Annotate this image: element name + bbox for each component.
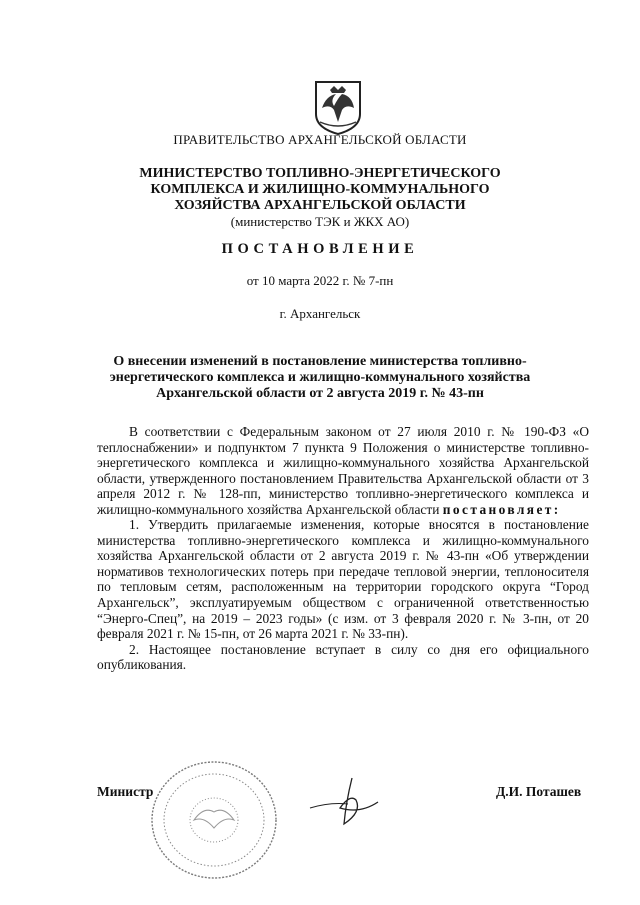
decree-colon: :: [553, 501, 561, 517]
ministry-name: [0, 166, 640, 214]
document-city: г. Архангельск: [279, 306, 361, 321]
decree-word: постановляет: [442, 501, 554, 517]
document-date-number: от 10 марта 2022 г. № 7-пн: [246, 273, 394, 288]
item-1-paragraph: 1. Утвердить прилагаемые изменения, которые вносятся в постановление министерства топливно-энергетического комплекса и жилищно-коммунального хозяйства Архангельской области от 2 августа 2019 г. № 43-пн «Об утверждении нормативов технологических потерь при передаче тепловой энергии, теплоносителя по тепловым сетям, расположенным на территории городского округа “Город Архангельск”, эксплуатируемым обществом с ограниченной ответственностью “Энерго-Спец”, на 2019 – 2023 годы» (с изм. от 3 февраля 2020 г. № 3-пн, от 20 февраля 2021 г. № 15-пн, от 26 марта 2021 г. № 33-пн).: [97, 517, 589, 642]
signatory-name: Д.И. Поташев: [496, 784, 582, 799]
title-line-2: энергетического комплекса и жилищно-коммунального хозяйства: [109, 370, 531, 385]
preamble-paragraph: [97, 424, 589, 517]
title-line-1: О внесении изменений в постановление министерства топливно-: [113, 354, 527, 369]
signatory-role: Министр: [97, 784, 154, 799]
item-2-paragraph: 2. Настоящее постановление вступает в силу со дня его официального опубликования.: [97, 641, 589, 673]
document-body: [97, 424, 589, 673]
ministry-name-line-2: КОМПЛЕКСА И ЖИЛИЩНО-КОММУНАЛЬНОГО: [150, 182, 490, 197]
ministry-name-line-3: ХОЗЯЙСТВА АРХАНГЕЛЬСКОЙ ОБЛАСТИ: [174, 198, 466, 213]
coat-of-arms-emblem: [312, 78, 364, 136]
handwritten-signature: [270, 772, 390, 832]
document-title: [0, 354, 640, 402]
document-type-heading: ПОСТАНОВЛЕНИЕ: [221, 241, 419, 257]
ministry-abbreviation: (министерство ТЭК и ЖКХ АО): [230, 214, 410, 229]
preamble-text: В соответствии с Федеральным законом от 27 июля 2010 г. № 190-ФЗ «О теплоснабжении» и подпунктом 7 пункта 9 Положения о министерстве топливно-энергетического комплекса и жилищно-коммунального хозяйства Архангельской области, утвержденного постановлением Правительства Архангельской области от 3 апреля 2012 г. № 128-пп, министерство топливно-энергетического комплекса и жилищно-коммунального хозяйства Архангельской области: [97, 424, 589, 517]
title-line-3: Архангельской области от 2 августа 2019 г. № 43-пн: [156, 386, 484, 401]
official-seal-stamp: [148, 758, 280, 882]
government-header: ПРАВИТЕЛЬСТВО АРХАНГЕЛЬСКОЙ ОБЛАСТИ: [173, 132, 467, 147]
ministry-name-line-1: МИНИСТЕРСТВО ТОПЛИВНО-ЭНЕРГЕТИЧЕСКОГО: [139, 166, 501, 181]
